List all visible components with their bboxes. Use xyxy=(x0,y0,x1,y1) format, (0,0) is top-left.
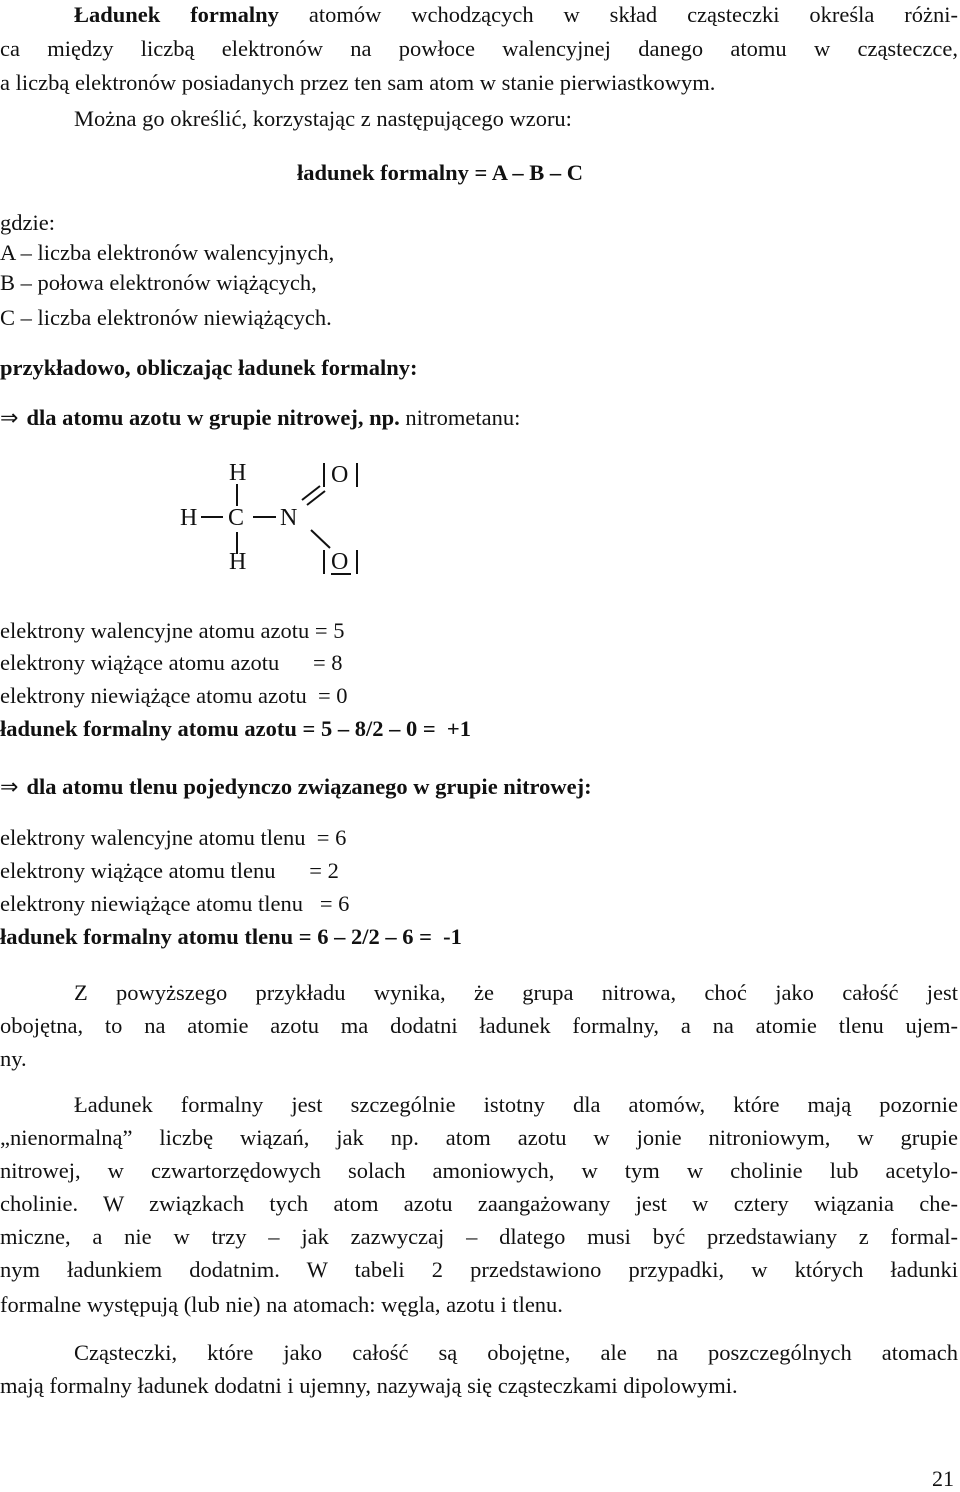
formula: ładunek formalny = A – B – C xyxy=(297,160,583,185)
atom-h-bottom: H xyxy=(229,549,247,575)
legend-a: A – liczba elektronów walencyjnych, xyxy=(0,240,335,265)
atom-h-top: H xyxy=(229,460,247,486)
atom-o-bottom: O xyxy=(331,549,349,575)
case1-heading-bold: dla atomu azotu w grupie nitrowej, np. xyxy=(26,405,400,430)
para1-line2: ca między liczbą elektronów na powłoce walencyjnej danego atomu w cząsteczce, xyxy=(0,36,958,61)
implies-arrow-icon: ⇒ xyxy=(0,775,19,800)
para3-line3: nitrowej, w czwartorzędowych solach amoniowych, w tym w cholinie lub acetylo- xyxy=(0,1158,958,1183)
para3-line7: formalne występują (lub nie) na atomach: węgla, azotu i tlenu. xyxy=(0,1292,563,1317)
para3-line6: nym ładunkiem dodatnim. W tabeli 2 przedstawiono przypadki, w których ładunki xyxy=(0,1257,958,1282)
case1-result: ładunek formalny atomu azotu = 5 – 8/2 – 0 = +1 xyxy=(0,716,471,741)
atom-c: C xyxy=(228,505,245,531)
case1-heading-rest: nitrometanu: xyxy=(399,405,521,430)
para2-line1 xyxy=(74,980,958,1006)
legend-intro: gdzie: xyxy=(0,210,55,235)
para3-line1: Ładunek formalny jest szczególnie istotny dla atomów, które mają pozornie xyxy=(74,1092,958,1117)
para1-line1-text: atomów wchodzących w skład cząsteczki określa różni- xyxy=(278,2,958,27)
page-number: 21 xyxy=(932,1466,954,1491)
case2-heading-text: dla atomu tlenu pojedynczo związanego w grupie nitrowej: xyxy=(26,774,592,799)
para2-line2: obojętna, to na atomie azotu ma dodatni ładunek formalny, a na atomie tlenu ujem- xyxy=(0,1013,958,1038)
case2-line-bonding: elektrony wiążące atomu tlenu = 2 xyxy=(0,858,339,883)
para4-line1: Cząsteczki, które jako całość są obojętne, ale na poszczególnych atomach xyxy=(74,1340,958,1365)
case2-line-nonbonding: elektrony niewiążące atomu tlenu = 6 xyxy=(0,891,350,916)
para2-line1-text: Z powyższego przykładu wynika, że grupa nitrowa, choć jako całość jest xyxy=(74,980,958,1005)
bond-n-o-single xyxy=(311,530,330,548)
case2-line-valence: elektrony walencyjne atomu tlenu = 6 xyxy=(0,825,347,850)
para3-line4: cholinie. W związkach tych atom azotu zaangażowany jest w cztery wiązania che- xyxy=(0,1191,958,1216)
atom-n: N xyxy=(280,505,298,531)
term-formal-charge: Ładunek formalny xyxy=(74,2,279,27)
para3-line2: „nienormalną” liczbę wiązań, jak np. atom azotu w jonie nitroniowym, w grupie xyxy=(0,1125,958,1150)
case2-heading xyxy=(0,774,592,800)
case1-line-valence: elektrony walencyjne atomu azotu = 5 xyxy=(0,618,345,643)
para4-line2: mają formalny ładunek dodatni i ujemny, nazywają się cząsteczkami dipolowymi. xyxy=(0,1373,738,1398)
para1-line3: a liczbą elektronów posiadanych przez ten sam atom w stanie pierwiastkowym. xyxy=(0,70,716,95)
legend-b: B – połowa elektronów wiążących, xyxy=(0,270,317,295)
case1-line-bonding: elektrony wiążące atomu azotu = 8 xyxy=(0,650,343,675)
legend-c: C – liczba elektronów niewiążących. xyxy=(0,305,332,330)
atom-h-left: H xyxy=(180,505,198,531)
implies-arrow-icon: ⇒ xyxy=(0,406,19,431)
case1-line-nonbonding: elektrony niewiążące atomu azotu = 0 xyxy=(0,683,348,708)
para3-line5: miczne, a nie w trzy – jak zazwyczaj – dlatego musi być przedstawiany z formal- xyxy=(0,1224,958,1249)
case2-result: ładunek formalny atomu tlenu = 6 – 2/2 – 6 = -1 xyxy=(0,924,462,949)
para1-line4: Można go określić, korzystając z następującego wzoru: xyxy=(74,106,572,131)
atom-o-top: O xyxy=(331,462,349,488)
example-heading: przykładowo, obliczając ładunek formalny: xyxy=(0,355,418,380)
nitromethane-structure-bonds xyxy=(0,0,960,600)
para2-line3: ny. xyxy=(0,1046,27,1071)
